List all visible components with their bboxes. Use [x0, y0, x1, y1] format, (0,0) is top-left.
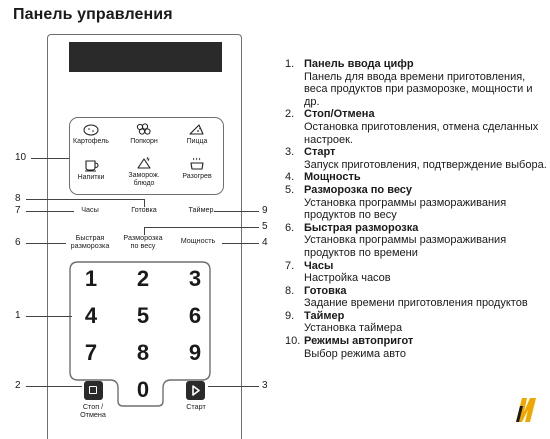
start-label: Старт — [186, 402, 206, 411]
stop-icon — [89, 386, 97, 394]
legend-item: 8. Готовка Задание времени приготовления продуктов — [285, 284, 528, 310]
auto-mode-label: Картофель — [73, 138, 109, 145]
callout-6: 6 — [15, 237, 21, 248]
legend — [285, 58, 547, 360]
auto-mode-label: Напитки — [77, 174, 105, 181]
digit-7-button[interactable]: 7 — [84, 340, 98, 365]
digit-9-button[interactable]: 9 — [188, 340, 202, 365]
ready-button[interactable]: Готовка — [131, 205, 157, 214]
callout-2: 2 — [15, 380, 21, 391]
callout-line — [208, 386, 259, 387]
callout-1: 1 — [15, 310, 21, 321]
legend-item: 6. Быстрая разморозка Установка программы размораживания продуктов по времени — [285, 221, 507, 259]
callout-5: 5 — [262, 221, 268, 232]
legend-item: 2. Стоп/Отмена Остановка приготовления, отмена сделанных настроек. — [285, 108, 539, 146]
auto-mode-label: Пицца — [186, 138, 208, 145]
legend-item: 9. Таймер Установка таймера — [285, 309, 403, 335]
auto-mode-label: Попкорн — [130, 138, 158, 145]
auto-mode-label: Разогрев — [182, 173, 212, 180]
legend-item: 10. Режимы автопригот Выбор режима авто — [285, 335, 414, 360]
callout-10: 10 — [15, 152, 27, 163]
timer-button[interactable]: Таймер — [188, 205, 214, 214]
stop-button[interactable] — [84, 381, 103, 400]
callout-line — [26, 211, 74, 212]
legend-item: 7. Часы Настройка часов — [285, 259, 391, 285]
callout-line — [144, 227, 259, 228]
callout-line — [26, 199, 144, 200]
callout-line — [214, 211, 259, 212]
legend-item: 3. Старт Запуск приготовления, подтверждение выбора. — [285, 146, 547, 171]
auto-mode-label: Заморож. блюдо — [128, 172, 160, 187]
callout-line — [144, 227, 145, 235]
callout-line — [222, 243, 259, 244]
digit-4-button[interactable]: 4 — [84, 303, 98, 328]
legend-item: 1. Панель ввода цифр Панель для ввода времени приготовления, веса продуктов при разморозке, мощности и др. — [285, 58, 533, 108]
page-title: Панель управления — [13, 6, 173, 23]
play-icon — [186, 381, 205, 400]
digit-5-button[interactable]: 5 — [136, 303, 150, 328]
callout-line — [26, 243, 66, 244]
legend-item: 4. Мощность — [285, 171, 361, 184]
digit-6-button[interactable]: 6 — [188, 303, 202, 328]
callout-line — [144, 199, 145, 207]
callout-9: 9 — [262, 205, 268, 216]
quick-defrost-button[interactable]: Быстрая разморозка — [70, 233, 110, 250]
digit-2-button[interactable]: 2 — [136, 266, 150, 291]
digit-1-button[interactable]: 1 — [84, 266, 98, 291]
callout-line — [31, 158, 69, 159]
digit-0-button[interactable]: 0 — [136, 377, 150, 402]
clock-button[interactable]: Часы — [81, 205, 99, 214]
power-button[interactable]: Мощность — [180, 236, 216, 245]
brand-logo — [496, 392, 540, 428]
stop-label: Стоп / Отмена — [80, 402, 106, 419]
start-button[interactable] — [186, 381, 205, 400]
callout-3: 3 — [262, 380, 268, 391]
callout-line — [26, 316, 72, 317]
callout-8: 8 — [15, 193, 21, 204]
legend-item: 5. Разморозка по весу Установка программы размораживания продуктов по весу — [285, 183, 507, 222]
digit-8-button[interactable]: 8 — [136, 340, 150, 365]
callout-line — [26, 386, 82, 387]
weight-defrost-button[interactable]: Разморозка по весу — [123, 233, 163, 250]
callout-7: 7 — [15, 205, 21, 216]
callout-4: 4 — [262, 237, 268, 248]
digit-3-button[interactable]: 3 — [188, 266, 202, 291]
